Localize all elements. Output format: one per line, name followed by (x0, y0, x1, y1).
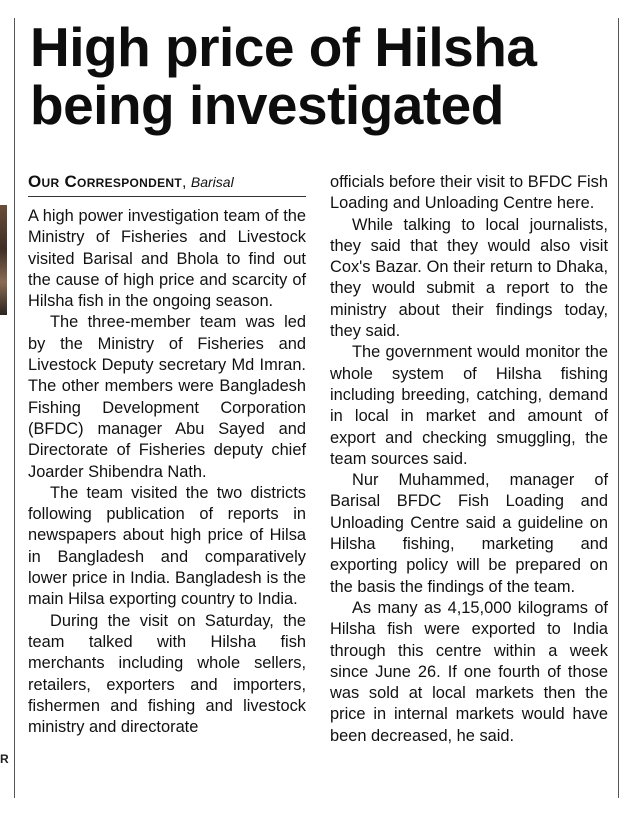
byline-separator: , (182, 174, 191, 191)
headline: High price of Hilsha being investigated (30, 16, 537, 136)
article-column-right (330, 172, 608, 747)
byline-author: Our Correspondent (28, 172, 182, 191)
left-column-rule (14, 18, 15, 798)
byline (28, 172, 306, 197)
paragraph: The government would monitor the whole system of Hilsha fishing including breeding, catching, demand in local in market and amount of export and checking smuggling, the team sources said. (330, 343, 608, 468)
adjacent-photo-fragment (0, 205, 7, 315)
right-column-rule (618, 18, 619, 798)
paragraph: Nur Muhammed, manager of Barisal BFDC Fish Loading and Unloading Centre said a guideline on Hilsha fishing, marketing and exporting policy will be prepared on the basis the findings of the team. (330, 471, 608, 596)
byline-location: Barisal (190, 174, 234, 190)
adjacent-text-fragment: R (0, 752, 9, 766)
paragraph: A high power investigation team of the Ministry of Fisheries and Livestock visited Barisal and Bhola to find out the cause of high price and scarcity of Hilsha fish in the ongoing season. (28, 207, 306, 311)
adjacent-article-clip (0, 0, 10, 814)
article-column-left (28, 172, 306, 738)
paragraph: During the visit on Saturday, the team talked with Hilsha fish merchants including whole sellers, retailers, exporters and importers, fishermen and fishing and livestock ministry and directorate (28, 611, 306, 737)
paragraph: As many as 4,15,000 kilograms of Hilsha fish were exported to India through this centre within a week since June 26. If one fourth of those was sold at local markets then the price in internal markets would have been decreased, he said. (330, 598, 608, 745)
paragraph-continued: officials before their visit to BFDC Fish Loading and Unloading Centre here. (330, 173, 608, 213)
paragraph: The team visited the two districts following publication of reports in newspapers about high price of Hilsa in Bangladesh and comparatively lower price in India. Bangladesh is the main Hilsa exporting country to India. (28, 483, 306, 609)
paragraph: While talking to local journalists, they said that they would also visit Cox's Bazar. On their return to Dhaka, they would submit a report to the ministry about their findings today, they said. (330, 215, 608, 341)
paragraph: The three-member team was led by the Ministry of Fisheries and Livestock Deputy secretary Md Imran. The other members were Bangladesh Fishing Development Corporation (BFDC) manager Abu Sayed and Directorate of Fisheries deputy chief Joarder Shibendra Nath. (28, 313, 306, 481)
